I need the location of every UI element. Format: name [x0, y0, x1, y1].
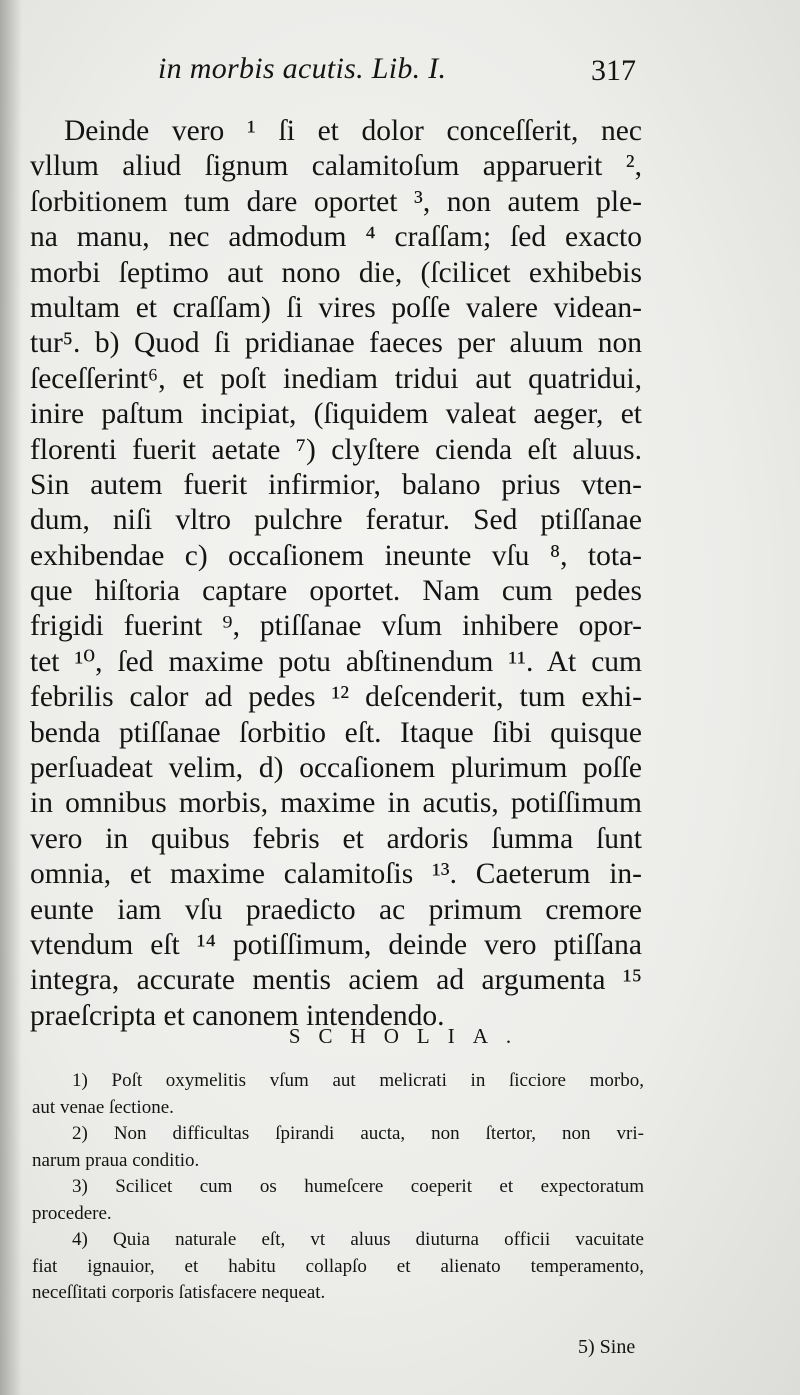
page-number: 317: [591, 54, 636, 87]
scholia-heading: SCHOLIA.: [288, 1024, 530, 1048]
text-line: Sin autem fuerit infirmior, balano prius vten-: [30, 468, 642, 501]
text-line: ſeceſſerint⁶, et poſt inediam tridui aut quatridui,: [30, 362, 642, 395]
catchword: 5) Sine: [578, 1336, 636, 1358]
text-line: exhibendae c) occaſionem ineunte vſu ⁸, tota-: [30, 539, 642, 572]
text-line: febrilis calor ad pedes ¹² deſcenderit, tum exhi-: [30, 681, 642, 714]
page-shadow-edge: [0, 0, 22, 1395]
text-line: Deinde vero ¹ ſi et dolor conceſſerit, nec: [64, 115, 642, 147]
text-line: tet ¹⁰, ſed maxime potu abſtinendum ¹¹. At cum: [30, 645, 642, 678]
text-line: eunte iam vſu praedicto ac primum cremore: [30, 893, 642, 926]
note-line: 3) Scilicet cum os humeſcere coeperit et expectoratum: [72, 1176, 644, 1197]
note-line: 2) Non difficultas ſpirandi aucta, non ſtertor, non vri-: [72, 1123, 644, 1144]
text-line: benda ptiſſanae ſorbitio eſt. Itaque ſibi quisque: [30, 716, 642, 749]
text-line: florenti fuerit aetate ⁷) clyſtere cienda eſt aluus.: [30, 433, 642, 466]
page-header: [0, 52, 800, 92]
note-line: narum praua conditio.: [32, 1149, 200, 1171]
text-line: ſorbitionem tum dare oportet ³, non autem ple-: [30, 185, 642, 218]
text-line: multam et craſſam) ſi vires poſſe valere videan-: [30, 291, 642, 324]
text-line: dum, niſi vltro pulchre feratur. Sed ptiſſanae: [30, 504, 642, 537]
text-line: praeſcripta et canonem intendendo.: [30, 999, 445, 1032]
text-line: perſuadeat velim, d) occaſionem plurimum poſſe: [30, 752, 642, 785]
text-line: vtendum eſt ¹⁴ potiſſimum, deinde vero ptiſſana: [30, 928, 642, 961]
text-line: in omnibus morbis, maxime in acutis, potiſſimum: [30, 787, 642, 820]
text-line: integra, accurate mentis aciem ad argumenta ¹⁵: [30, 964, 642, 997]
note-line: aut venae ſectione.: [32, 1096, 174, 1118]
note-line: procedere.: [32, 1202, 112, 1224]
main-text: [30, 114, 642, 1034]
note-line: 1) Poſt oxymelitis vſum aut melicrati in ſicciore morbo,: [72, 1070, 644, 1091]
text-line: inire paſtum incipiat, (ſiquidem valeat aeger, et: [30, 398, 642, 431]
text-line: vero in quibus febris et ardoris ſumma ſunt: [30, 822, 642, 855]
note-line: neceſſitati corporis ſatisfacere nequeat.: [32, 1282, 326, 1303]
text-line: vllum aliud ſignum calamitoſum apparuerit ²,: [30, 150, 642, 183]
text-line: frigidi fuerint ⁹, ptiſſanae vſum inhibere opor-: [30, 610, 642, 643]
scholia-notes: [32, 1068, 644, 1307]
text-line: omnia, et maxime calamitoſis ¹³. Caeterum in-: [30, 858, 642, 891]
text-line: tur⁵. b) Quod ſi pridianae faeces per aluum non: [30, 327, 642, 360]
running-head: in morbis acutis. Lib. I.: [158, 52, 447, 85]
text-line: que hiſtoria captare oportet. Nam cum pedes: [30, 575, 642, 608]
text-line: morbi ſeptimo aut nono die, (ſcilicet exhibebis: [30, 256, 642, 289]
note-line: fiat ignauior, et habitu collapſo et alienato temperamento,: [32, 1255, 644, 1277]
note-line: 4) Quia naturale eſt, vt aluus diuturna officii vacuitate: [72, 1229, 644, 1250]
text-line: na manu, nec admodum ⁴ craſſam; ſed exacto: [30, 221, 642, 254]
